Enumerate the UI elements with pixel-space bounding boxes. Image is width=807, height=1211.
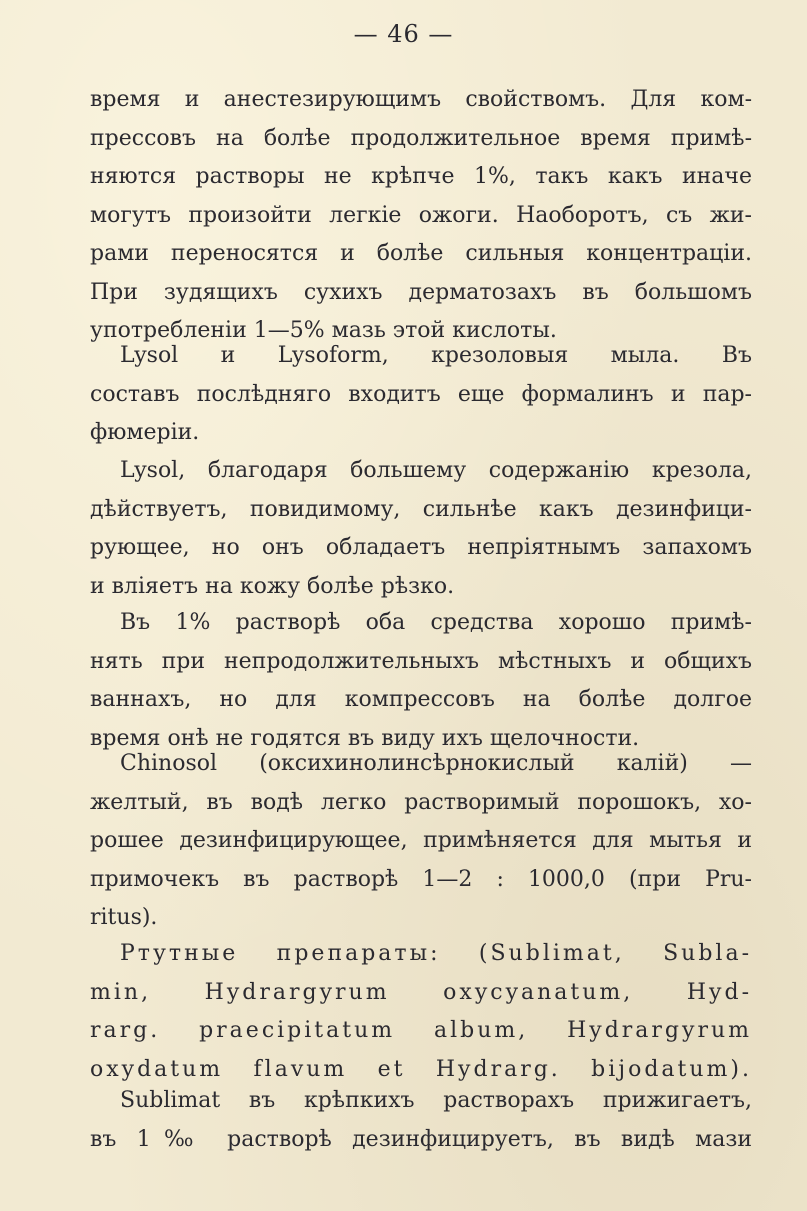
text-line: Sublimat въ крѣпкихъ растворахъ прижигаетъ,	[120, 1088, 752, 1113]
text-line: и вліяетъ на кожу болѣе рѣзко.	[90, 573, 455, 599]
text-line: Ртутные препараты: (Sublimat, Subla-	[120, 941, 752, 966]
paragraph-sublimat	[90, 1082, 752, 1159]
text-line: няются растворы не крѣпче 1%, такъ какъ иначе	[90, 164, 752, 189]
paragraph-mercury-preparations	[90, 935, 752, 1089]
text-line: Lysol и Lysoform, крезоловыя мыла. Въ	[120, 343, 752, 368]
text-line: ваннахъ, но для компрессовъ на болѣе долгое	[90, 687, 752, 712]
text-line: рошее дезинфицирующее, примѣняется для мытья и	[90, 828, 752, 853]
text-line: рами переносятся и болѣе сильныя концентраціи.	[90, 241, 752, 266]
paragraph-solution-baths	[90, 604, 752, 758]
text-line: Chinosol (оксихинолинсѣрнокислый калій) —	[120, 751, 752, 776]
text-line: составъ послѣдняго входитъ еще формалинъ и пар-	[90, 381, 752, 407]
text-line: употребленіи 1—5% мазь этой кислоты.	[90, 318, 557, 343]
text-line: rarg. praecipitatum album, Hydrargyrum	[90, 1018, 752, 1043]
text-line: Lysol, благодаря большему содержанію крезола,	[120, 458, 752, 483]
text-line: время и анестезирующимъ свойствомъ. Для ком-	[90, 87, 752, 112]
paragraph-continuation	[90, 81, 752, 351]
text-line: Въ 1% растворѣ оба средства хорошо примѣ-	[120, 610, 752, 635]
text-line: въ 1‰ растворѣ дезинфицируетъ, въ видѣ мази	[90, 1126, 752, 1152]
text-line: время онѣ не годятся въ виду ихъ щелочности.	[90, 725, 640, 751]
text-line: ritus).	[90, 905, 158, 930]
text-line: рующее, но онъ обладаетъ непріятнымъ запахомъ	[90, 535, 752, 560]
paragraph-lysol-lysoform	[90, 337, 752, 453]
text-line: прессовъ на болѣе продолжительное время примѣ-	[90, 125, 752, 151]
text-line: нять при непродолжительныхъ мѣстныхъ и общихъ	[90, 648, 752, 674]
text-line: При зудящихъ сухихъ дерматозахъ въ большомъ	[90, 279, 752, 305]
text-line: min, Hydrargyrum oxycyanatum, Hyd-	[90, 979, 752, 1005]
text-line: дѣйствуетъ, повидимому, сильнѣе какъ дезинфици-	[90, 496, 752, 522]
text-line: фюмеріи.	[90, 420, 200, 445]
text-line: oxydatum flavum et Hydrarg. bijodatum).	[90, 1056, 752, 1082]
text-line: примочекъ въ растворѣ 1—2 : 1000,0 (при Pru-	[90, 866, 752, 892]
page-number: — 46 —	[353, 20, 454, 48]
text-line: могутъ произойти легкіе ожоги. Наоборотъ, съ жи-	[90, 202, 752, 228]
paragraph-chinosol	[90, 745, 752, 938]
paragraph-lysol-action	[90, 452, 752, 606]
text-line: желтый, въ водѣ легко растворимый порошокъ, хо-	[90, 789, 752, 815]
